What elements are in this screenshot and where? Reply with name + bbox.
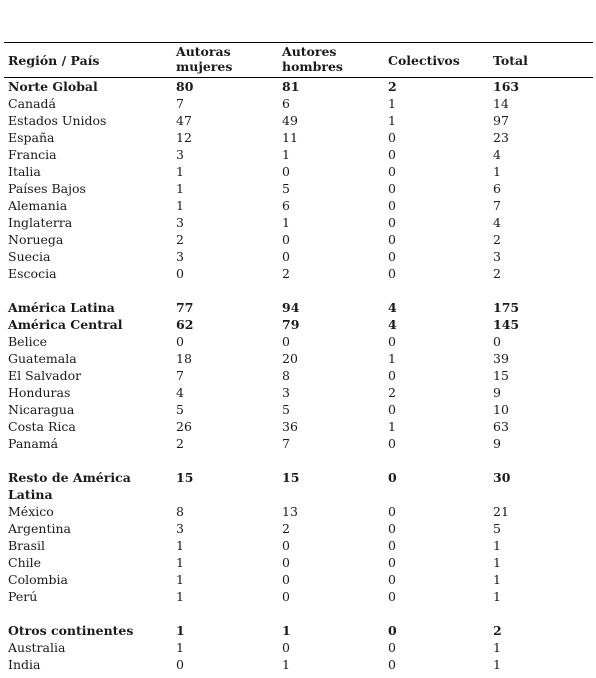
cell-total: 1: [493, 589, 501, 604]
cell-total: 3: [493, 249, 501, 264]
cell-collectives: 2: [388, 385, 396, 400]
cell-men: 49: [282, 113, 298, 128]
cell-men: 0: [282, 232, 290, 247]
cell-collectives: 0: [388, 623, 397, 638]
data-table: [4, 42, 593, 673]
table-row: [4, 537, 593, 554]
table-row: [4, 435, 593, 452]
cell-women: 1: [176, 555, 184, 570]
cell-region: América Central: [8, 317, 123, 332]
cell-women: 1: [176, 572, 184, 587]
cell-men: 1: [282, 215, 290, 230]
cell-women: 62: [176, 317, 194, 332]
cell-total: 63: [493, 419, 509, 434]
table-group-row: [4, 316, 593, 333]
table-body: [4, 78, 593, 673]
cell-men: 94: [282, 300, 300, 315]
cell-men: 15: [282, 470, 300, 485]
cell-collectives: 0: [388, 368, 396, 383]
cell-men: 3: [282, 385, 290, 400]
cell-total: 1: [493, 657, 501, 672]
cell-region: Alemania: [8, 198, 68, 213]
cell-women: 1: [176, 623, 185, 638]
cell-men: 5: [282, 402, 290, 417]
cell-women: 80: [176, 79, 194, 94]
cell-collectives: 0: [388, 147, 396, 162]
cell-collectives: 0: [388, 215, 396, 230]
header-region: Región / País: [8, 53, 100, 68]
cell-region: Perú: [8, 589, 38, 604]
cell-total: 2: [493, 232, 501, 247]
cell-region: Australia: [8, 640, 66, 655]
table-row: [4, 384, 593, 401]
cell-men: 1: [282, 623, 291, 638]
table-group-row: [4, 622, 593, 639]
cell-collectives: 0: [388, 640, 396, 655]
cell-men: 0: [282, 589, 290, 604]
cell-region: Chile: [8, 555, 42, 570]
table-header: [4, 43, 593, 78]
cell-men: 1: [282, 147, 290, 162]
cell-collectives: 1: [388, 96, 396, 111]
cell-total: 145: [493, 317, 520, 332]
header-women-line2: mujeres: [176, 59, 233, 74]
table-row: [4, 163, 593, 180]
cell-collectives: 0: [388, 555, 396, 570]
cell-men: 0: [282, 555, 290, 570]
cell-women: 1: [176, 164, 184, 179]
cell-women: 77: [176, 300, 194, 315]
cell-women: 0: [176, 266, 184, 281]
cell-region: Canadá: [8, 96, 56, 111]
cell-women: 7: [176, 96, 184, 111]
row-spacer: [4, 282, 593, 299]
cell-collectives: 0: [388, 334, 396, 349]
cell-total: 23: [493, 130, 509, 145]
cell-collectives: 4: [388, 300, 397, 315]
cell-total: 0: [493, 334, 501, 349]
cell-region: Nicaragua: [8, 402, 75, 417]
cell-total: 2: [493, 266, 501, 281]
cell-collectives: 4: [388, 317, 397, 332]
cell-collectives: 0: [388, 657, 396, 672]
header-men-line2: hombres: [282, 59, 343, 74]
cell-total: 1: [493, 640, 501, 655]
cell-total: 1: [493, 164, 501, 179]
cell-collectives: 0: [388, 402, 396, 417]
cell-women: 1: [176, 538, 184, 553]
cell-collectives: 0: [388, 589, 396, 604]
cell-women: 15: [176, 470, 194, 485]
cell-men: 8: [282, 368, 290, 383]
cell-total: 1: [493, 538, 501, 553]
cell-region: Resto de América Latina: [8, 470, 131, 502]
cell-total: 21: [493, 504, 509, 519]
cell-collectives: 1: [388, 113, 396, 128]
cell-men: 79: [282, 317, 300, 332]
cell-women: 4: [176, 385, 184, 400]
cell-total: 4: [493, 147, 501, 162]
table-row: [4, 639, 593, 656]
cell-region: Guatemala: [8, 351, 77, 366]
table-row: [4, 333, 593, 350]
cell-total: 1: [493, 555, 501, 570]
cell-region: Países Bajos: [8, 181, 86, 196]
cell-total: 5: [493, 521, 501, 536]
cell-region: Norte Global: [8, 79, 98, 94]
table-row: [4, 588, 593, 605]
cell-total: 4: [493, 215, 501, 230]
cell-men: 0: [282, 164, 290, 179]
cell-women: 1: [176, 589, 184, 604]
cell-men: 7: [282, 436, 290, 451]
cell-region: Panamá: [8, 436, 59, 451]
cell-collectives: 0: [388, 249, 396, 264]
cell-region: Escocia: [8, 266, 57, 281]
cell-men: 0: [282, 249, 290, 264]
cell-men: 1: [282, 657, 290, 672]
cell-region: Inglaterra: [8, 215, 73, 230]
cell-collectives: 0: [388, 470, 397, 485]
cell-women: 2: [176, 436, 184, 451]
cell-total: 30: [493, 470, 511, 485]
cell-men: 13: [282, 504, 298, 519]
table-row: [4, 214, 593, 231]
cell-men: 6: [282, 198, 290, 213]
cell-total: 10: [493, 402, 509, 417]
cell-collectives: 1: [388, 419, 396, 434]
cell-collectives: 0: [388, 164, 396, 179]
cell-women: 1: [176, 640, 184, 655]
table-row: [4, 248, 593, 265]
cell-women: 47: [176, 113, 192, 128]
table-row: [4, 112, 593, 129]
cell-women: 3: [176, 521, 184, 536]
table-row: [4, 401, 593, 418]
cell-women: 18: [176, 351, 192, 366]
cell-men: 11: [282, 130, 298, 145]
table-row: [4, 231, 593, 248]
table-group-row: [4, 299, 593, 316]
cell-region: México: [8, 504, 54, 519]
table-row: [4, 265, 593, 282]
cell-collectives: 0: [388, 538, 396, 553]
cell-women: 3: [176, 249, 184, 264]
row-spacer: [4, 452, 593, 469]
cell-total: 1: [493, 572, 501, 587]
cell-collectives: 1: [388, 351, 396, 366]
cell-region: Suecia: [8, 249, 51, 264]
table-row: [4, 146, 593, 163]
cell-total: 9: [493, 385, 501, 400]
cell-region: India: [8, 657, 41, 672]
header-women: [176, 44, 232, 74]
cell-women: 5: [176, 402, 184, 417]
cell-region: Belice: [8, 334, 47, 349]
cell-men: 5: [282, 181, 290, 196]
cell-women: 26: [176, 419, 192, 434]
cell-men: 0: [282, 334, 290, 349]
table-group-row: [4, 469, 593, 503]
table-row: [4, 418, 593, 435]
header-men-line1: Autores: [282, 44, 337, 59]
cell-collectives: 0: [388, 181, 396, 196]
cell-total: 2: [493, 623, 502, 638]
cell-women: 0: [176, 334, 184, 349]
cell-collectives: 0: [388, 130, 396, 145]
cell-region: El Salvador: [8, 368, 82, 383]
cell-region: Francia: [8, 147, 57, 162]
cell-men: 2: [282, 521, 290, 536]
cell-women: 2: [176, 232, 184, 247]
cell-women: 1: [176, 181, 184, 196]
cell-women: 12: [176, 130, 192, 145]
cell-total: 6: [493, 181, 501, 196]
cell-collectives: 0: [388, 198, 396, 213]
table-row: [4, 95, 593, 112]
cell-region: Estados Unidos: [8, 113, 107, 128]
cell-region: Colombia: [8, 572, 68, 587]
cell-total: 97: [493, 113, 509, 128]
cell-total: 14: [493, 96, 509, 111]
table-row: [4, 367, 593, 384]
cell-region: América Latina: [8, 300, 115, 315]
cell-women: 8: [176, 504, 184, 519]
cell-women: 0: [176, 657, 184, 672]
table-row: [4, 350, 593, 367]
cell-region: España: [8, 130, 55, 145]
table-row: [4, 571, 593, 588]
cell-total: 39: [493, 351, 509, 366]
header-total: Total: [493, 53, 528, 68]
cell-men: 36: [282, 419, 298, 434]
cell-collectives: 0: [388, 504, 396, 519]
cell-total: 175: [493, 300, 520, 315]
cell-men: 0: [282, 640, 290, 655]
cell-region: Costa Rica: [8, 419, 76, 434]
cell-men: 2: [282, 266, 290, 281]
table-row: [4, 520, 593, 537]
cell-collectives: 0: [388, 521, 396, 536]
table-row: [4, 197, 593, 214]
cell-region: Argentina: [8, 521, 71, 536]
cell-region: Otros continentes: [8, 623, 134, 638]
cell-region: Italia: [8, 164, 41, 179]
header-collectives: Colectivos: [388, 53, 460, 68]
cell-region: Brasil: [8, 538, 46, 553]
cell-total: 15: [493, 368, 509, 383]
cell-men: 0: [282, 538, 290, 553]
cell-men: 81: [282, 79, 300, 94]
table-group-row: [4, 78, 593, 95]
cell-region: Honduras: [8, 385, 71, 400]
row-spacer: [4, 605, 593, 622]
table-row: [4, 656, 593, 673]
cell-women: 7: [176, 368, 184, 383]
header-men: [282, 44, 343, 74]
table-row: [4, 180, 593, 197]
cell-women: 3: [176, 215, 184, 230]
header-women-line1: Autoras: [176, 44, 231, 59]
cell-total: 163: [493, 79, 520, 94]
cell-region: Noruega: [8, 232, 64, 247]
cell-collectives: 0: [388, 436, 396, 451]
cell-women: 3: [176, 147, 184, 162]
cell-collectives: 0: [388, 266, 396, 281]
cell-total: 7: [493, 198, 501, 213]
cell-collectives: 0: [388, 572, 396, 587]
table-row: [4, 554, 593, 571]
cell-men: 6: [282, 96, 290, 111]
cell-women: 1: [176, 198, 184, 213]
cell-men: 20: [282, 351, 298, 366]
cell-collectives: 0: [388, 232, 396, 247]
cell-total: 9: [493, 436, 501, 451]
cell-men: 0: [282, 572, 290, 587]
table-row: [4, 503, 593, 520]
cell-collectives: 2: [388, 79, 397, 94]
table-row: [4, 129, 593, 146]
